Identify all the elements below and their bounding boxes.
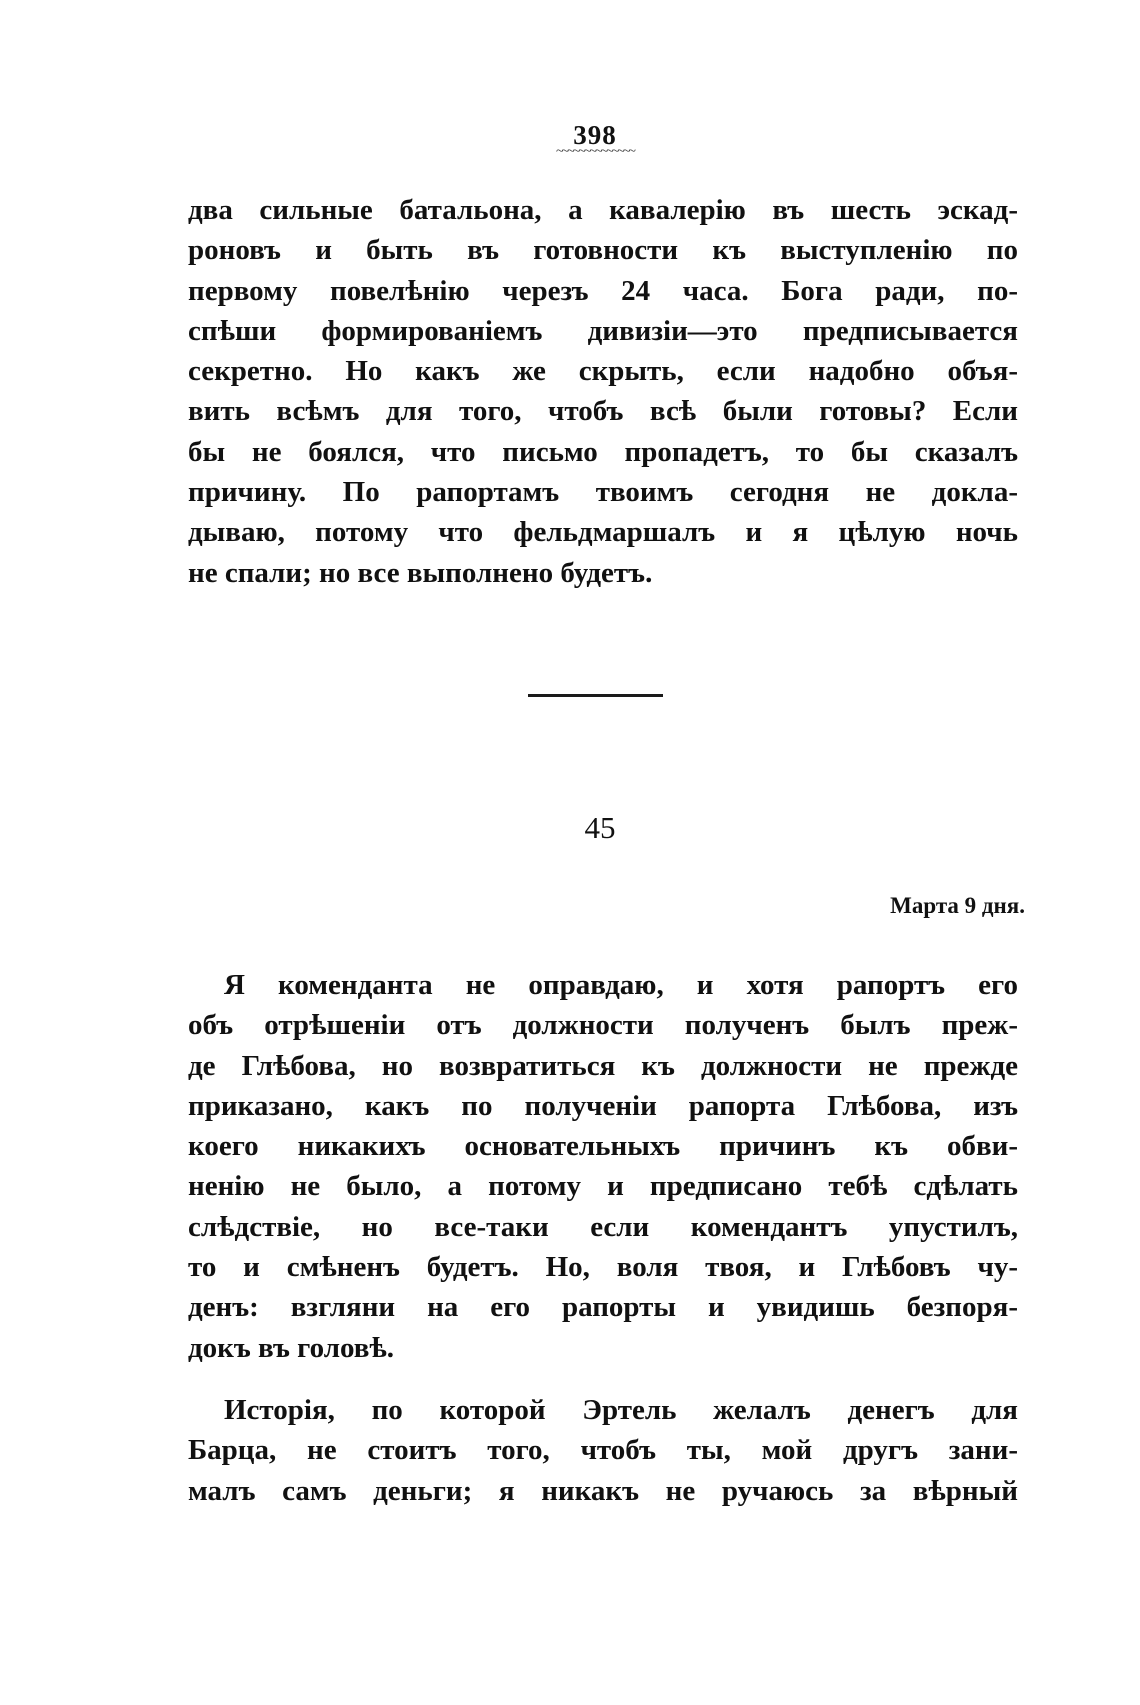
page-number: 398 [573,120,617,150]
text-line: то и смѣненъ будетъ. Но, воля твоя, и Глѣбовъ чу- [188,1251,1018,1284]
text-line: дываю, потому что фельдмаршалъ и я цѣлую ночь [188,516,1018,549]
text-line: приказано, какъ по полученіи рапорта Глѣбова, изъ [188,1089,1018,1122]
letter-number: 45 [584,810,616,845]
paragraph-top [188,190,1018,593]
text-line: вить всѣмъ для того, чтобъ всѣ были готовы? Если [188,395,1018,428]
text-line: Исторія, по которой Эртель желалъ денегъ для [224,1394,1018,1426]
text-line: Я коменданта не оправдаю, и хотя рапортъ его [224,969,1018,1001]
text-line: малъ самъ деньги; я никакъ не ручаюсь за вѣрный [188,1474,1018,1507]
text-line: докъ въ головѣ. [188,1331,395,1364]
text-line: роновъ и быть въ готовности къ выступленію по [188,234,1018,267]
page-number-ornament: ~~~~~~~~~~~~~~ [555,146,635,158]
text-line: денъ: взгляни на его рапорты и увидишь безпоря- [188,1291,1018,1324]
text-line: спѣши формированіемъ дивизіи—это предписывается [188,314,1018,347]
text-line: бы не боялся, что письмо пропадетъ, то бы сказалъ [188,435,1018,468]
text-line: два сильные батальона, а кавалерію въ шесть эскад- [188,194,1018,226]
paragraph-second [188,965,1018,1368]
text-line: ненію не было, а потому и предписано тебѣ сдѣлать [188,1170,1018,1203]
text-line: коего никакихъ основательныхъ причинъ къ обви- [188,1130,1018,1163]
text-line: первому повелѣнію черезъ 24 часа. Бога ради, по- [188,274,1018,307]
paragraph-third [188,1390,1018,1511]
text-line: секретно. Но какъ же скрыть, если надобно объя- [188,355,1018,388]
text-line: объ отрѣшеніи отъ должности полученъ былъ преж- [188,1009,1018,1042]
text-line: де Глѣбова, но возвратиться къ должности не прежде [188,1049,1018,1082]
text-line: Барца, не стоитъ того, чтобъ ты, мой другъ зани- [188,1434,1018,1467]
text-line: не спали; но все выполнено будетъ. [188,556,653,589]
section-divider [528,694,663,697]
text-line: причину. По рапортамъ твоимъ сегодня не докла- [188,476,1018,509]
letter-dateline: Марта 9 дня. [890,893,1025,918]
text-line: слѣдствіе, но все-таки если комендантъ упустилъ, [188,1210,1018,1243]
